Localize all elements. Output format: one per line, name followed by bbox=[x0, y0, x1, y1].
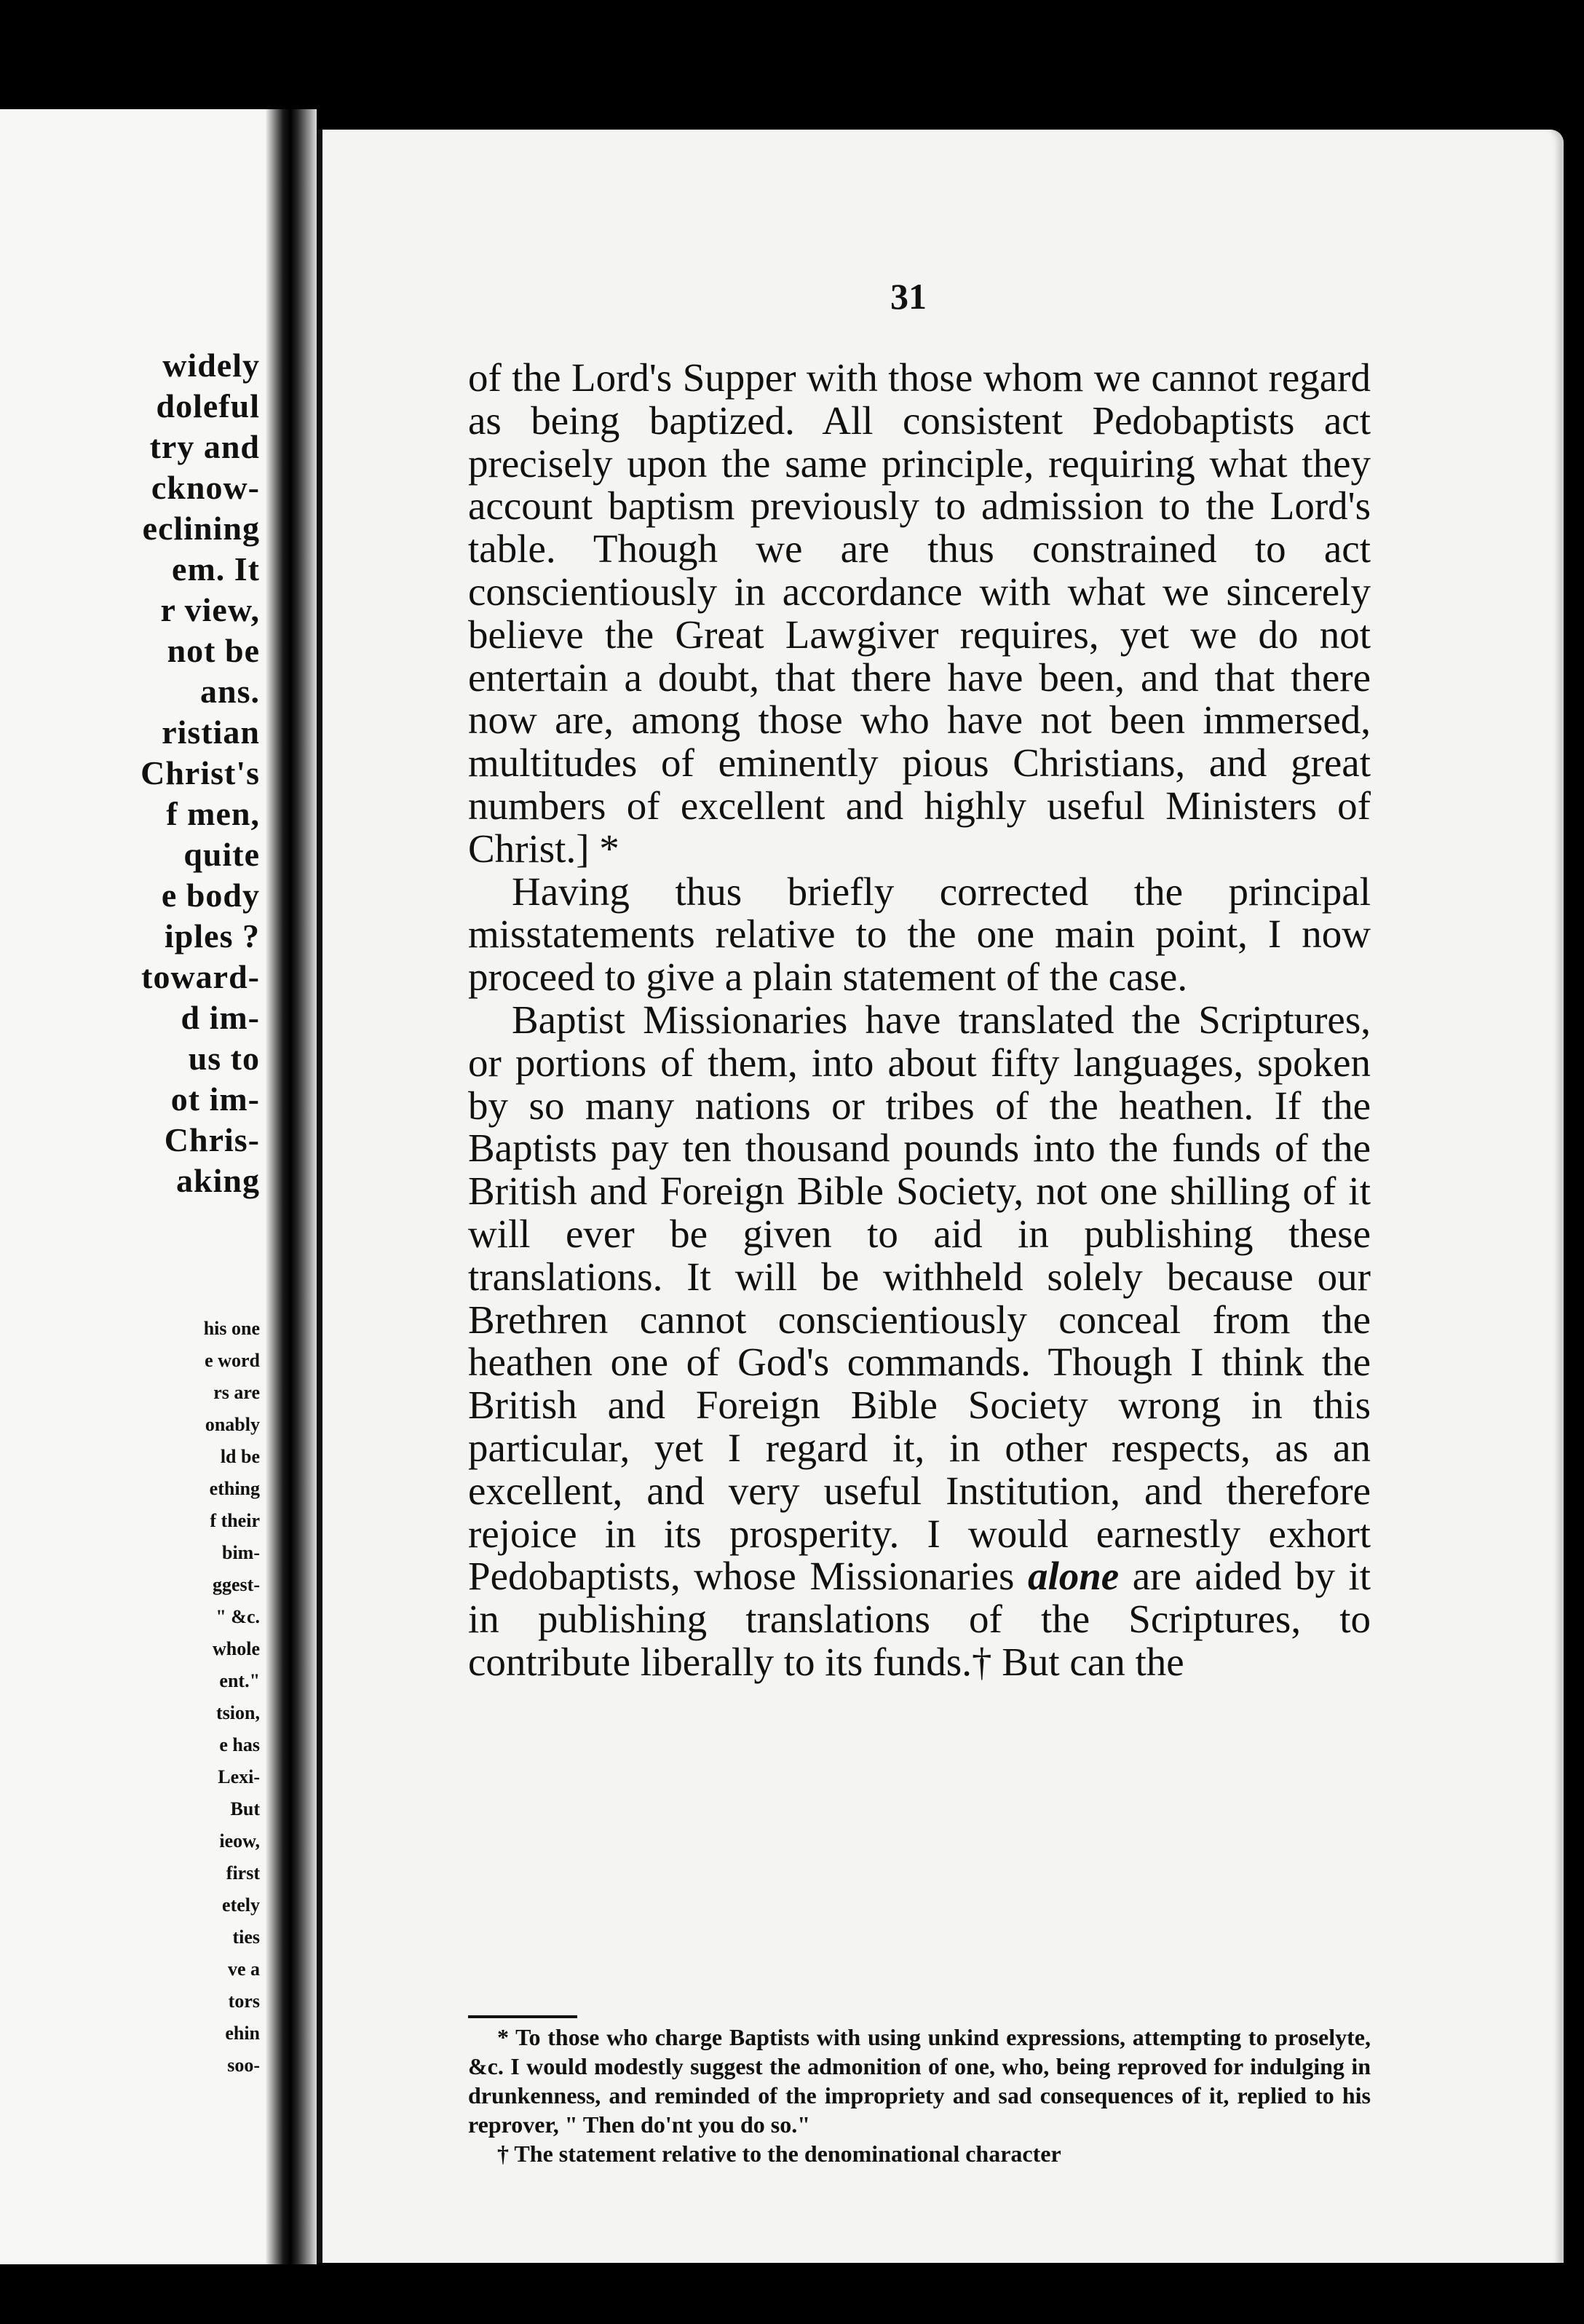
paragraph-1: of the Lord's Supper with those whom we cannot regard as being baptized. All consistent Pedobaptists act precisely upon the same principle, requiring what they account baptism previously to admission to the Lord's table. Though we are thus constrained to act conscientiously in accordance with what we sincerely believe the Great Lawgiver requires, yet we do not entertain a doubt, that there have been, and that there now are, among those who have not been immersed, multitudes of eminently pious Christians, and great numbers of excellent and highly useful Ministers of Christ.] * bbox=[468, 355, 1371, 871]
left-page-fragment: " &c. bbox=[215, 1606, 260, 1627]
book-gutter bbox=[266, 109, 317, 2264]
left-page-fragment: whole bbox=[213, 1638, 260, 1659]
left-page-fragment: widely bbox=[162, 347, 260, 384]
left-page-fragment: d im- bbox=[181, 999, 260, 1036]
paragraph-3-start: Baptist Missionaries have translated the Scriptures, or portions of them, into about fifty languages, spoken by so many nations or tribes of the heathen. If the Baptists pay ten thousand pounds into the funds of the British and Foreign Bible Society, not one shilling of it will ever be given to aid in publishing these translations. It will be withheld solely because our Brethren cannot conscientiously conceal from the heathen one of God's commands. Though I think the British and Foreign Bible Society wrong in this particular, yet I regard it, in other respects, as an excellent, and very useful Institution, and therefore rejoice in its prosperity. I would earnestly exhort Pedobaptists, whose Missionaries bbox=[468, 997, 1371, 1599]
left-page-fragment: ething bbox=[209, 1478, 260, 1499]
left-page-fragment: em. It bbox=[172, 550, 260, 588]
left-page-fragment: ties bbox=[232, 1926, 260, 1948]
left-page-fragment: ot im- bbox=[170, 1080, 260, 1118]
left-page-fragment: try and bbox=[149, 428, 260, 465]
left-page-fragment: etely bbox=[222, 1894, 260, 1916]
paragraph-3 bbox=[468, 999, 1371, 1684]
left-page-fragment: Christ's bbox=[140, 754, 260, 791]
footnote-asterisk: * To those who charge Baptists with using unkind expressions, attempting to proselyte, &c. I would modestly suggest the admonition of one, who, being reproved for indulging in drunkenness, and reminded of the impropriety and sad consequences of it, replied to his reprover, " Then do'nt you do so." bbox=[468, 2024, 1371, 2138]
body-text bbox=[468, 357, 1371, 1684]
left-page-fragment: soo- bbox=[227, 2055, 260, 2076]
paragraph-2: Having thus briefly corrected the principal misstatements relative to the one main point, I now proceed to give a plain statement of the case. bbox=[468, 869, 1371, 1000]
left-page-fragment: his one bbox=[203, 1318, 260, 1339]
left-facing-page bbox=[0, 109, 266, 2264]
left-page-fragment: us to bbox=[188, 1040, 260, 1077]
left-page-fragment: e body bbox=[161, 877, 260, 914]
left-page-fragment: quite bbox=[183, 836, 260, 873]
left-page-fragment: ent." bbox=[219, 1670, 260, 1691]
left-page-fragment: tsion, bbox=[216, 1702, 260, 1723]
left-page-fragment: bim- bbox=[222, 1542, 260, 1563]
left-page-fragment: not be bbox=[167, 632, 260, 669]
left-page-fragment: ggest- bbox=[213, 1574, 260, 1595]
left-page-fragment: ristian bbox=[162, 714, 260, 751]
left-page-fragment: cknow- bbox=[151, 469, 260, 506]
left-page-fragment: Lexi- bbox=[218, 1766, 260, 1787]
left-page-fragment: eclining bbox=[142, 510, 260, 547]
left-page-fragment: iples ? bbox=[165, 917, 260, 954]
left-page-fragment: f men, bbox=[166, 795, 260, 832]
left-page-fragment: f their bbox=[210, 1510, 260, 1531]
paragraph-3-end: are aided by it in publishing translations of the Scriptures, to contribute liberally to its funds.† But can the bbox=[468, 1554, 1371, 1684]
left-page-fragment: ieow, bbox=[219, 1830, 260, 1851]
left-page-fragment: But bbox=[230, 1798, 260, 1819]
left-page-fragment: toward- bbox=[141, 958, 260, 995]
left-page-fragment: doleful bbox=[156, 387, 260, 424]
left-page-fragment: ans. bbox=[200, 673, 260, 710]
footnotes bbox=[468, 2023, 1371, 2168]
left-page-fragment: first bbox=[226, 1862, 260, 1884]
left-page-fragment: aking bbox=[176, 1162, 260, 1199]
left-page-fragment: e has bbox=[219, 1734, 260, 1755]
page-number: 31 bbox=[890, 276, 927, 317]
left-page-fragment: onably bbox=[205, 1414, 260, 1435]
left-page-fragment: r view, bbox=[160, 591, 260, 628]
left-page-fragment: tors bbox=[228, 1991, 260, 2012]
right-page bbox=[317, 130, 1564, 2263]
left-page-fragment: Chris- bbox=[164, 1121, 260, 1158]
left-page-fragment: e word bbox=[205, 1350, 260, 1371]
left-page-fragment: ld be bbox=[220, 1446, 260, 1467]
italic-alone: alone bbox=[1027, 1554, 1120, 1599]
footnote-dagger: † The statement relative to the denominational character bbox=[497, 2141, 1061, 2167]
left-page-fragment: ve a bbox=[227, 1959, 260, 1980]
left-page-fragment: rs are bbox=[213, 1382, 260, 1403]
left-page-fragment: ehin bbox=[225, 2023, 260, 2044]
footnote-rule bbox=[468, 2015, 577, 2018]
